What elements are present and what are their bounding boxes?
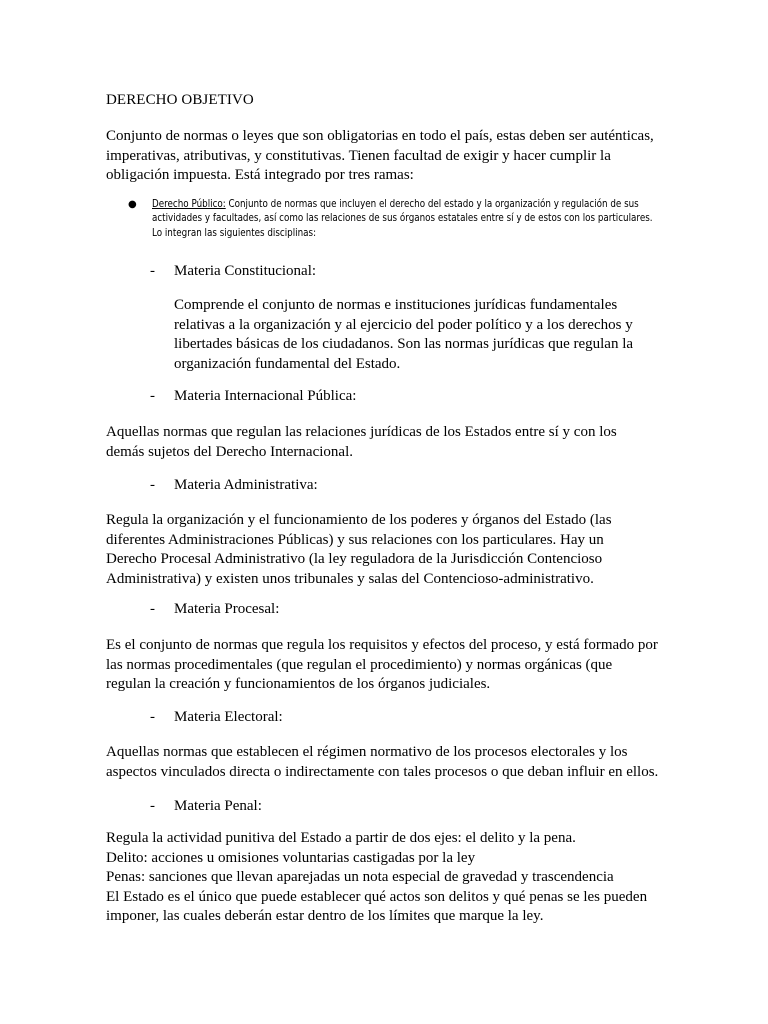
intro-line: imperativas, atributivas, y constitutivas. Tienen facultad de exigir y hacer cumplir la — [106, 147, 611, 164]
body-line: Aquellas normas que regulan las relaciones jurídicas de los Estados entre sí y con los — [106, 424, 617, 440]
body-line: Regula la organización y el funcionamiento de los poderes y órganos del Estado (las — [106, 512, 612, 528]
bullet-label: Derecho Público: — [152, 199, 226, 210]
dash-marker: - — [150, 601, 155, 617]
section-heading-electoral: Materia Electoral: — [174, 709, 283, 725]
section-body-internacional — [106, 423, 676, 462]
body-line: organización fundamental del Estado. — [174, 355, 401, 372]
bullet-line: Lo integran las siguientes disciplinas: — [152, 227, 317, 239]
section-heading-constitucional: Materia Constitucional: — [174, 263, 317, 279]
dash-marker: - — [150, 388, 155, 404]
document-title: DERECHO OBJETIVO — [106, 92, 254, 108]
section-body-electoral — [106, 743, 676, 782]
body-line: diferentes Administraciones Públicas) y sus relaciones con los particulares. Hay un — [106, 531, 604, 548]
body-line: demás sujetos del Derecho Internacional. — [106, 443, 353, 460]
dash-marker: - — [150, 477, 155, 493]
dash-marker: - — [150, 798, 155, 814]
section-heading-administrativa: Materia Administrativa: — [174, 477, 318, 493]
body-line: Administrativa) y existen unos tribunales y salas del Contencioso-administrativo. — [106, 570, 594, 587]
section-heading-penal: Materia Penal: — [174, 798, 262, 814]
bullet-text — [152, 198, 677, 241]
dash-marker: - — [150, 263, 155, 279]
dash-marker: - — [150, 709, 155, 725]
intro-line: Conjunto de normas o leyes que son obligatorias en todo el país, estas deben ser auténticas, — [106, 128, 654, 144]
body-line: Es el conjunto de normas que regula los requisitos y efectos del proceso, y está formado por — [106, 637, 658, 653]
section-heading-internacional: Materia Internacional Pública: — [174, 388, 357, 404]
section-body-constitucional — [174, 296, 654, 374]
body-line: Penas: sanciones que llevan aparejadas un nota especial de gravedad y trascendencia — [106, 869, 614, 885]
body-line: El Estado es el único que puede establecer qué actos son delitos y qué penas se les pueden — [106, 888, 648, 905]
body-line: Derecho Procesal Administrativo (la ley reguladora de la Jurisdicción Contencioso — [106, 551, 603, 567]
body-line: Comprende el conjunto de normas e instituciones jurídicas fundamentales — [174, 297, 618, 313]
bullet-icon: ● — [128, 199, 137, 210]
section-heading-procesal: Materia Procesal: — [174, 601, 280, 617]
body-line: aspectos vinculados directa o indirectamente con tales procesos o que deban influir en ellos. — [106, 763, 659, 780]
intro-line: obligación impuesta. Está integrado por tres ramas: — [106, 167, 414, 183]
body-line: Delito: acciones u omisiones voluntarias castigadas por la ley — [106, 849, 476, 866]
body-line: regulan la creación y funcionamientos de los órganos judiciales. — [106, 676, 491, 692]
body-line: Aquellas normas que establecen el régimen normativo de los procesos electorales y los — [106, 744, 628, 760]
bullet-line: actividades y facultades, así como las relaciones de sus órganos estatales entre sí y de estos con los particulares. — [152, 213, 653, 225]
intro-paragraph — [106, 127, 676, 186]
body-line: libertades básicas de los ciudadanos. Son las normas jurídicas que regulan la — [174, 336, 634, 352]
bullet-line — [152, 198, 677, 212]
body-line: Regula la actividad punitiva del Estado a partir de dos ejes: el delito y la pena. — [106, 830, 576, 846]
section-body-administrativa — [106, 511, 676, 589]
body-line: las normas procedimentales (que regulan el procedimiento) y normas orgánicas (que — [106, 656, 613, 673]
bullet-line-text: Conjunto de normas que incluyen el derecho del estado y la organización y regulación de sus — [225, 199, 639, 210]
body-line: imponer, las cuales deberán estar dentro de los límites que marque la ley. — [106, 908, 544, 924]
section-body-procesal — [106, 636, 676, 695]
section-body-penal — [106, 829, 676, 927]
body-line: relativas a la organización y al ejercicio del poder político y a los derechos y — [174, 316, 633, 333]
